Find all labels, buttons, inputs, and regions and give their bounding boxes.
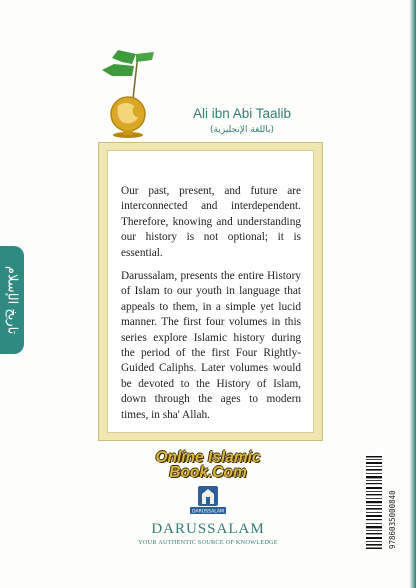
side-title-text: تاريخ الإسلام [4, 265, 20, 335]
isbn-number: 9786035000840 [388, 490, 397, 549]
spine-edge [410, 0, 416, 588]
online-islamic-book-banner [128, 450, 288, 480]
publisher-name: DARUSSALAM [151, 521, 265, 537]
banner-line-2: Book.Com [169, 464, 247, 481]
blurb-panel [107, 150, 314, 433]
logo-caption: DARUSSALAM [192, 509, 224, 515]
blurb-panel-frame [98, 142, 323, 441]
blurb-paragraph-1: Our past, present, and future are interconnected and interdependent. Therefore, knowing and understanding our history is not optional; it is essential. [121, 185, 301, 259]
author-name: Ali ibn Abi Taalib [192, 106, 292, 121]
side-title-tab [0, 246, 24, 354]
barcode [366, 454, 382, 550]
blurb-paragraph-2: Darussalam, presents the entire History of Islam to our youth in language that appeals to them, in a simple yet lucid manner. The first four volumes in this series explore Islamic history during the period of the first Four Rightly-Guided Caliphs. Later volumes would be devoted to the History of Islam, down through the ages to modern times, in sha' Allah. [121, 270, 301, 421]
darussalam-logo-icon [186, 484, 230, 516]
banner-line-1: Online Islamic [155, 449, 261, 466]
language-note: (باللغة الإنجليزية) [210, 125, 274, 135]
publisher-tagline: YOUR AUTHENTIC SOURCE OF KNOWLEDGE [138, 539, 278, 546]
globe-flag-icon [92, 48, 164, 140]
